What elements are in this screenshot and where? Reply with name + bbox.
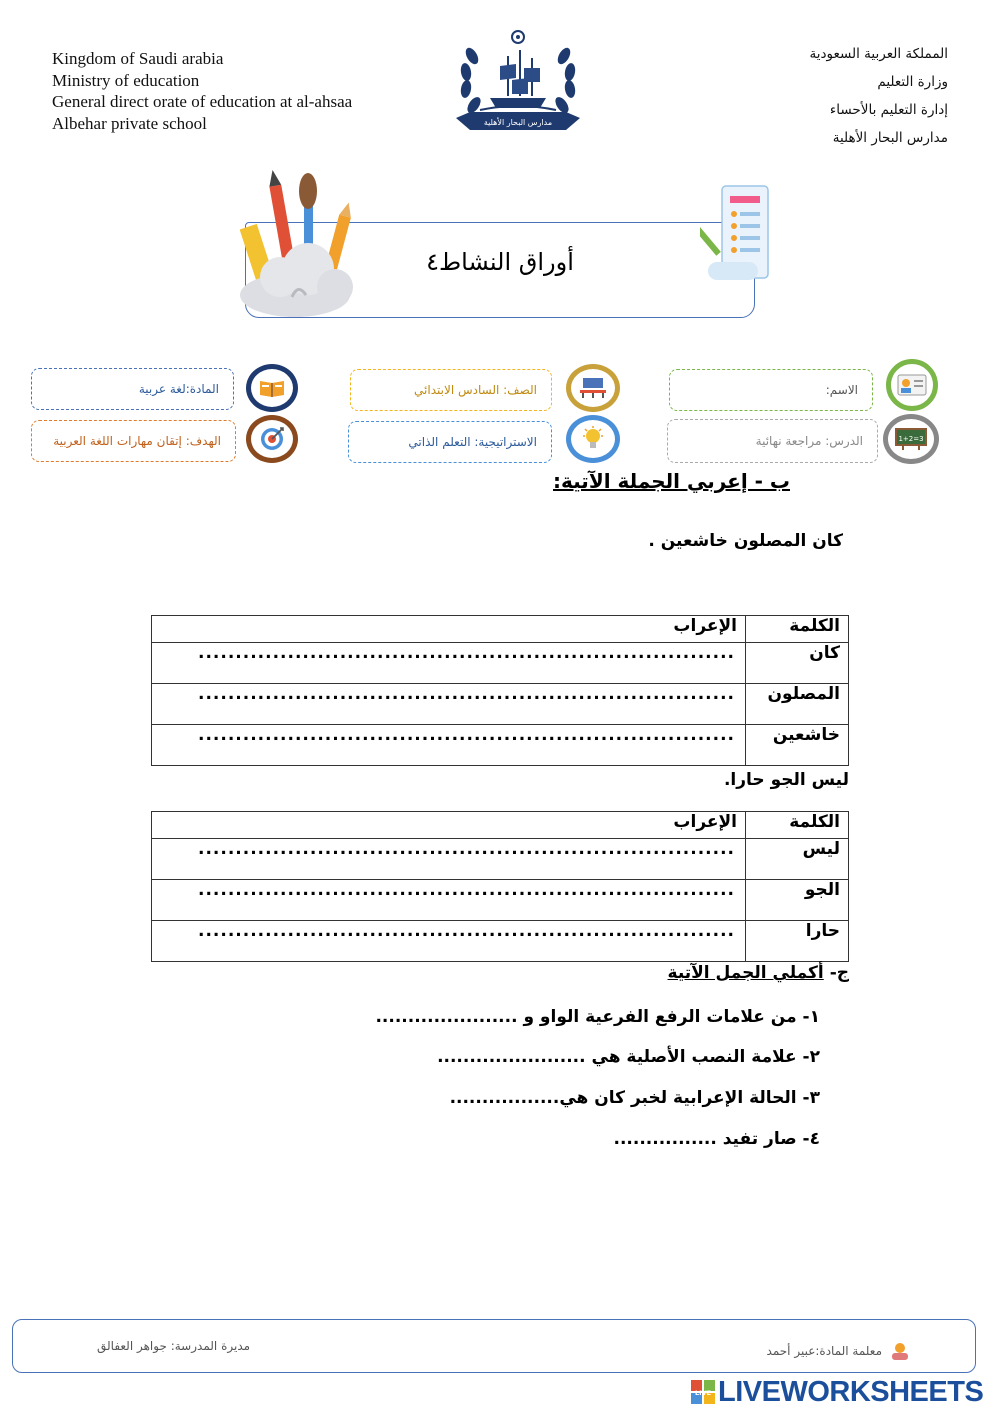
table-row bbox=[152, 725, 849, 766]
list-item bbox=[437, 1047, 820, 1067]
table-header-row bbox=[152, 616, 849, 643]
page-title: أوراق النشاط٤ bbox=[426, 248, 574, 276]
section-c-label: ج- bbox=[829, 963, 849, 983]
target-icon bbox=[246, 415, 298, 463]
english-line: Albehar private school bbox=[52, 113, 207, 133]
english-line: Ministry of education bbox=[52, 70, 200, 90]
liveworksheets-logo-text: LIVE bbox=[694, 1389, 712, 1397]
teacher-label: معلمة المادة:عبير أحمد bbox=[766, 1344, 882, 1358]
list-item bbox=[613, 1129, 820, 1149]
item-number: ٢- bbox=[802, 1047, 820, 1067]
arabic-line: مدارس البحار الأهلية bbox=[832, 130, 948, 146]
goal-field bbox=[31, 420, 236, 462]
chalkboard-text: 1+2=3 bbox=[898, 435, 924, 443]
chalkboard-icon bbox=[883, 414, 939, 464]
arabic-header bbox=[648, 40, 948, 152]
table-header-row bbox=[152, 812, 849, 839]
list-item bbox=[450, 1088, 820, 1108]
item-text[interactable]: صار تفيد ................ bbox=[613, 1129, 797, 1149]
sentence-1: كان المصلون خاشعين . bbox=[648, 531, 843, 551]
arabic-line: وزارة التعليم bbox=[877, 74, 948, 90]
strategy-field bbox=[348, 421, 552, 463]
school-logo-text: مدارس البحار الأهلية bbox=[483, 118, 553, 127]
grade-label: الصف: السادس الابتدائي bbox=[414, 383, 537, 397]
parsing-table-2 bbox=[151, 811, 849, 962]
table-word: المصلون bbox=[746, 684, 849, 725]
liveworksheets-logo-icon bbox=[690, 1379, 716, 1405]
principal-name: مديرة المدرسة: جواهر العفالق bbox=[97, 1339, 251, 1353]
item-text[interactable]: الحالة الإعرابية لخبر كان هي................. bbox=[449, 1088, 797, 1108]
table-header-parsing: الإعراب bbox=[152, 616, 746, 643]
table-row bbox=[152, 880, 849, 921]
answer-field[interactable]: ........................................................................ bbox=[152, 684, 746, 725]
english-line: Kingdom of Saudi arabia bbox=[52, 49, 224, 68]
classroom-icon bbox=[566, 364, 620, 412]
table-word: الجو bbox=[746, 880, 849, 921]
liveworksheets-brand[interactable] bbox=[690, 1375, 983, 1409]
answer-field[interactable]: ........................................................................ bbox=[152, 643, 746, 684]
section-c-heading bbox=[668, 963, 849, 983]
lesson-field bbox=[667, 419, 878, 463]
arabic-line: المملكة العربية السعودية bbox=[809, 46, 948, 62]
table-row bbox=[152, 921, 849, 962]
item-text[interactable]: من علامات الرفع الفرعية الواو و ...................... bbox=[375, 1007, 797, 1027]
liveworksheets-wordmark: LIVEWORKSHEETS bbox=[718, 1375, 984, 1408]
grade-field bbox=[350, 369, 552, 411]
table-word: خاشعين bbox=[746, 725, 849, 766]
english-header bbox=[52, 48, 412, 134]
answer-field[interactable]: ........................................................................ bbox=[152, 880, 746, 921]
strategy-label: الاستراتيجية: التعلم الذاتي bbox=[408, 435, 537, 449]
teacher-name bbox=[767, 1342, 912, 1360]
name-field[interactable] bbox=[669, 369, 873, 411]
pencils-cloud-illustration bbox=[240, 165, 360, 320]
table-header-word: الكلمة bbox=[746, 616, 849, 643]
answer-field[interactable]: ........................................................................ bbox=[152, 921, 746, 962]
goal-label: الهدف: إتقان مهارات اللغة العربية bbox=[53, 434, 221, 448]
lesson-label: الدرس: مراجعة نهائية bbox=[755, 434, 863, 448]
answer-field[interactable]: ........................................................................ bbox=[152, 839, 746, 880]
section-b-heading: ب - إعربي الجملة الآتية: bbox=[553, 469, 790, 493]
sentence-2: ليس الجو حارا. bbox=[723, 770, 849, 790]
subject-field bbox=[31, 368, 234, 410]
lightbulb-icon bbox=[566, 415, 620, 463]
table-header-word: الكلمة bbox=[746, 812, 849, 839]
arabic-line: إدارة التعليم بالأحساء bbox=[829, 102, 948, 118]
book-icon bbox=[246, 364, 298, 412]
student-card-icon bbox=[886, 359, 938, 411]
section-c-title: أكملي الجمل الآتية bbox=[667, 963, 824, 983]
item-number: ٤- bbox=[802, 1129, 820, 1149]
table-row bbox=[152, 839, 849, 880]
name-label: الاسم: bbox=[825, 383, 858, 397]
table-header-parsing: الإعراب bbox=[152, 812, 746, 839]
checklist-paper-illustration bbox=[700, 182, 780, 287]
item-number: ١- bbox=[802, 1007, 820, 1027]
item-number: ٣- bbox=[802, 1088, 820, 1108]
table-word: حارا bbox=[746, 921, 849, 962]
answer-field[interactable]: ........................................................................ bbox=[152, 725, 746, 766]
list-item bbox=[375, 1007, 820, 1027]
english-line: General direct orate of education at al-ahsaa bbox=[52, 92, 353, 111]
table-row bbox=[152, 684, 849, 725]
table-word: ليس bbox=[746, 839, 849, 880]
school-logo bbox=[450, 26, 586, 136]
table-row bbox=[152, 643, 849, 684]
item-text[interactable]: علامة النصب الأصلية هي ....................... bbox=[437, 1047, 797, 1067]
subject-label: المادة:لغة عربية bbox=[138, 382, 219, 396]
table-word: كان bbox=[746, 643, 849, 684]
parsing-table-1 bbox=[151, 615, 849, 766]
teacher-avatar-icon bbox=[888, 1342, 912, 1360]
